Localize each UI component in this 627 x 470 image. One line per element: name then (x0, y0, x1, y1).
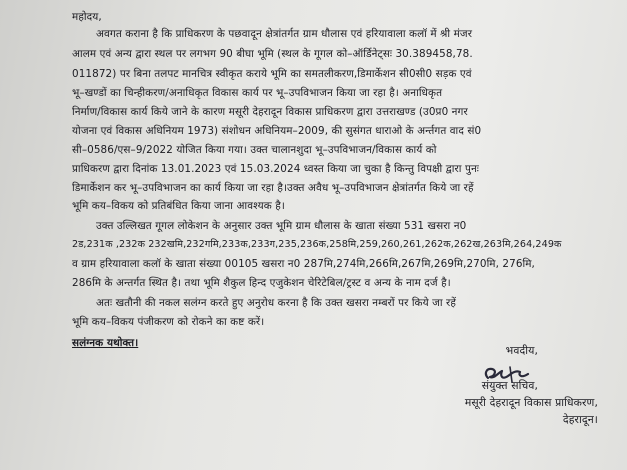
body-line-8: प्राधिकरण द्वारा दिनांक 13.01.2023 एवं 15.03.2024 ध्वस्त किया जा चुका है किन्तु विपक्षी द्वारा पुनः (72, 163, 479, 175)
body-line-7: सी–0586/एस–9/2022 योजित किया गया। उक्त चालानशुदा भू–उपविभाजन/विकास कार्य को (72, 144, 437, 156)
body-line-16: भूमि कय–विकय पंजीकरण को रोकने का कष्ट करें। (72, 316, 265, 328)
organization: मसूरी देहरादून विकास प्राधिकरण, (464, 396, 598, 409)
closing: भवदीय, (505, 344, 538, 357)
body-line-9: डिमार्केशन कर भू–उपविभाजन का कार्य किया जा रहा है।उक्त अवैध भू–उपविभाजन क्षेत्रांतर्गत किये जा रहें (72, 182, 474, 194)
body-line-12: 2ड,231क ,232क 232खमि,232गमि,233क,233ग,235,236क,258मि,259,260,261,262क,262ख,263मि,264,249क (72, 239, 562, 250)
body-line-14: 286मि के अन्तर्गत स्थित है। तथा भूमि शैकुल हिन्द एजुकेशन चेरिटेबिल/ट्रस्ट व अन्य के नाम दर्ज है। (72, 277, 451, 289)
designation: संयुक्त सचिव, (481, 379, 538, 392)
body-line-2: आलम एवं अन्य द्वारा स्थल पर लगभग 90 बीघा भूमि (स्थल के गूगल को–ऑर्डिनेट्सः 30.389458,78. (72, 48, 473, 60)
salutation: महोदय, (72, 11, 102, 23)
body-line-5: निर्माण/विकास कार्य किये जाने के कारण मसूरी देहरादून विकास प्राधिकरण द्वारा उत्तराखण्ड (उ0प्र0 नगर (72, 106, 468, 118)
body-line-3: 011872) पर बिना तलपट मानचित्र स्वीकृत कराये भूमि का समतलीकरण,डिमार्केशन सी0सी0 सड़क एवं (72, 68, 472, 80)
body-line-11: उक्त उल्लिखत गूगल लोकेशन के अनुसार उक्त भूमि ग्राम धौलास के खाता संख्या 531 खसरा न0 (96, 220, 467, 232)
body-line-1: अवगत कराना है कि प्राधिकरण के पछवादून क्षेत्रांतर्गत ग्राम धौलास एवं हरियावाला कलॉ में श्री मंजर (96, 28, 473, 40)
enclosure-note: सलंग्नक यथोक्त। (72, 337, 139, 349)
body-line-4: भू–खण्डों का चिन्हीकरण/अनाधिकृत विकास कार्य पर भू–उपविभाजन किया जा रहा है। अनाधिकृत (72, 87, 443, 99)
body-line-15: अतः खतौनी की नकल सलंग्न करते हुए अनुरोध करना है कि उक्त खसरा नम्बरों पर किये जा रहें (96, 297, 457, 309)
body-line-13: व ग्राम हरियावाला कलॉ के खाता संख्या 00105 खसरा न0 287मि,274मि,266मि,267मि,269मि,270मि, 276मि, (72, 258, 535, 270)
body-line-10: भूमि कय–विकय को प्रतिबंधित किया जाना आवश्यक है। (72, 200, 285, 212)
body-line-6: योजना एवं विकास अधिनियम 1973) संशोधन अधिनियम–2009, की सुसंगत धाराओ के अर्न्तगत वाद सं0 (72, 125, 482, 137)
signature-mark (480, 364, 536, 386)
city: देहरादून। (562, 413, 598, 426)
